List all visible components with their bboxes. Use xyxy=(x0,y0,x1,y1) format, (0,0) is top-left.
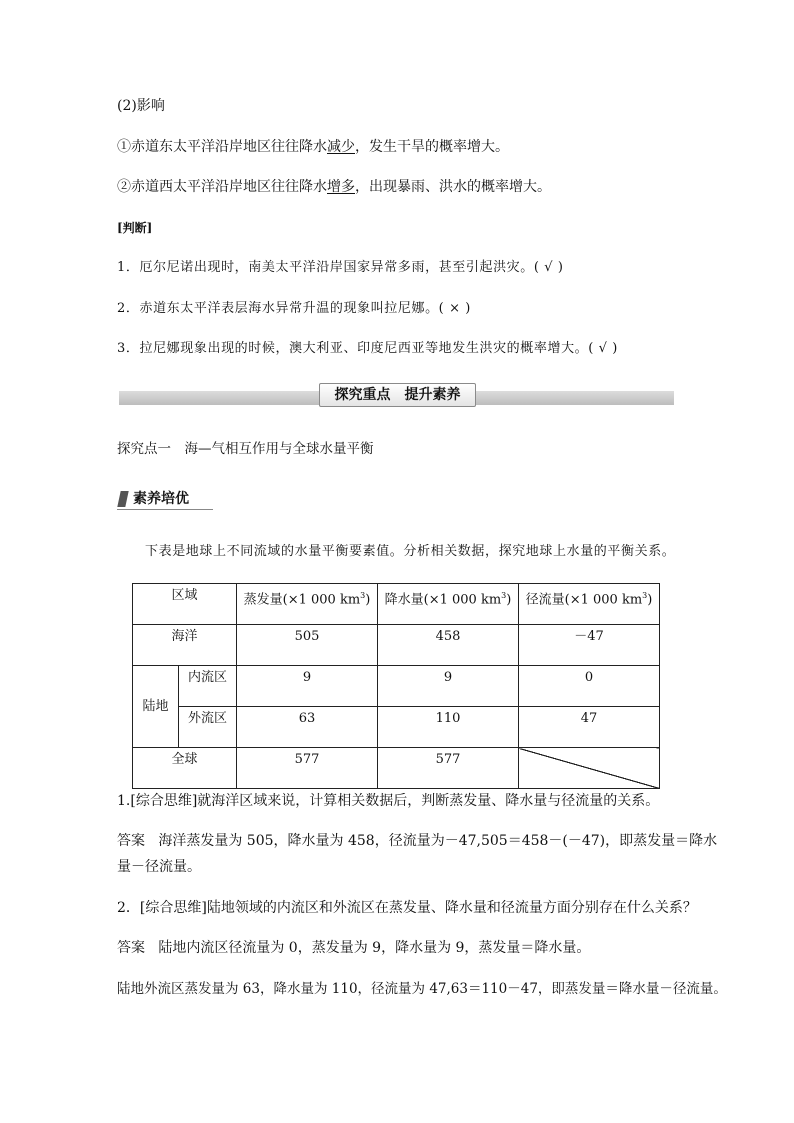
impact-point-1 xyxy=(117,138,509,156)
judge-item-1: 1．厄尔尼诺出现时，南美太平洋沿岸国家异常多雨，甚至引起洪灾。( √ ) xyxy=(117,260,564,275)
section-title: 探究点一 海—气相互作用与全球水量平衡 xyxy=(117,441,374,457)
header-precip-sup: 3 xyxy=(501,591,507,600)
impact-point-2 xyxy=(117,178,551,196)
header-precip-text: 降水量(×1 000 km xyxy=(384,592,502,608)
inner-evap: 9 xyxy=(237,666,378,707)
question-2: 2．[综合思维]陆地领域的内流区和外流区在蒸发量、降水量和径流量方面分别存在什么关系？ xyxy=(117,900,697,916)
impact-point-2-underlined: 增多 xyxy=(327,179,355,195)
literacy-tag xyxy=(117,490,213,510)
answer-2-label: 答案 xyxy=(117,940,145,956)
outer-evap: 63 xyxy=(237,707,378,748)
header-evap xyxy=(237,584,378,625)
table-intro: 下表是地球上不同流域的水量平衡要素值。分析相关数据，探究地球上水量的平衡关系。 xyxy=(145,544,676,559)
global-precip: 577 xyxy=(378,748,519,789)
answer-1-line-1 xyxy=(117,832,717,850)
header-evap-sup: 3 xyxy=(360,591,366,600)
answer-2-text: 陆地内流区径流量为 0，蒸发量为 9，降水量为 9，蒸发量＝降水量。 xyxy=(158,940,591,956)
header-runoff-text: 径流量(×1 000 km xyxy=(525,592,643,608)
answer-1-line-2: 量－径流量。 xyxy=(117,859,201,875)
outer-label: 外流区 xyxy=(179,707,237,748)
banner-title: 探究重点 提升素养 xyxy=(319,383,476,407)
ocean-precip: 458 xyxy=(378,625,519,666)
impact-point-2-tail: ，出现暴雨、洪水的概率增大。 xyxy=(355,179,551,195)
tag-underline xyxy=(117,509,213,510)
table-header-row xyxy=(133,584,660,625)
inner-runoff: 0 xyxy=(519,666,660,707)
judge-item-3: 3．拉尼娜现象出现的时候，澳大利亚、印度尼西亚等地发生洪灾的概率增大。( √ ) xyxy=(117,341,618,356)
header-precip-close: ) xyxy=(506,592,512,608)
impact-point-1-underlined: 减少 xyxy=(327,139,355,155)
answer-2-line-1 xyxy=(117,939,590,957)
impact-point-1-tail: ，发生干旱的概率增大。 xyxy=(355,139,509,155)
global-evap: 577 xyxy=(237,748,378,789)
answer-1-text: 海洋蒸发量为 505，降水量为 458，径流量为－47,505＝458－(－47)，即蒸发量＝降水 xyxy=(158,833,718,849)
ocean-runoff: －47 xyxy=(519,625,660,666)
header-region: 区域 xyxy=(133,584,237,625)
table-row-land-outer xyxy=(133,707,660,748)
header-evap-close: ) xyxy=(365,592,371,608)
ocean-label: 海洋 xyxy=(133,625,237,666)
tag-label: 素养培优 xyxy=(133,491,189,507)
global-runoff-empty xyxy=(519,748,660,789)
inner-label: 内流区 xyxy=(179,666,237,707)
land-label: 陆地 xyxy=(133,666,179,748)
water-balance-table xyxy=(132,583,660,789)
outer-precip: 110 xyxy=(378,707,519,748)
section-banner xyxy=(119,383,674,407)
inner-precip: 9 xyxy=(378,666,519,707)
impact-point-1-text: ①赤道东太平洋沿岸地区往往降水 xyxy=(117,139,327,155)
judge-item-2: 2．赤道东太平洋表层海水异常升温的现象叫拉尼娜。( × ) xyxy=(117,301,471,316)
judge-title: [判断] xyxy=(117,221,153,235)
table-row-global xyxy=(133,748,660,789)
ocean-evap: 505 xyxy=(237,625,378,666)
header-evap-text: 蒸发量(×1 000 km xyxy=(243,592,361,608)
header-precip xyxy=(378,584,519,625)
tag-marker-icon xyxy=(117,491,128,507)
answer-1-label: 答案 xyxy=(117,833,145,849)
header-runoff-sup: 3 xyxy=(642,591,648,600)
table-row-land-inner xyxy=(133,666,660,707)
answer-2-line-2: 陆地外流区蒸发量为 63，降水量为 110，径流量为 47,63＝110－47，即蒸发量＝降水量－径流量。 xyxy=(117,981,727,997)
impact-point-2-text: ②赤道西太平洋沿岸地区往往降水 xyxy=(117,179,327,195)
global-label: 全球 xyxy=(133,748,237,789)
header-runoff xyxy=(519,584,660,625)
outer-runoff: 47 xyxy=(519,707,660,748)
impact-heading: (2)影响 xyxy=(117,98,165,114)
table-row-ocean xyxy=(133,625,660,666)
question-1: 1.[综合思维]就海洋区域来说，计算相关数据后，判断蒸发量、降水量与径流量的关系。 xyxy=(117,793,660,809)
header-runoff-close: ) xyxy=(647,592,653,608)
